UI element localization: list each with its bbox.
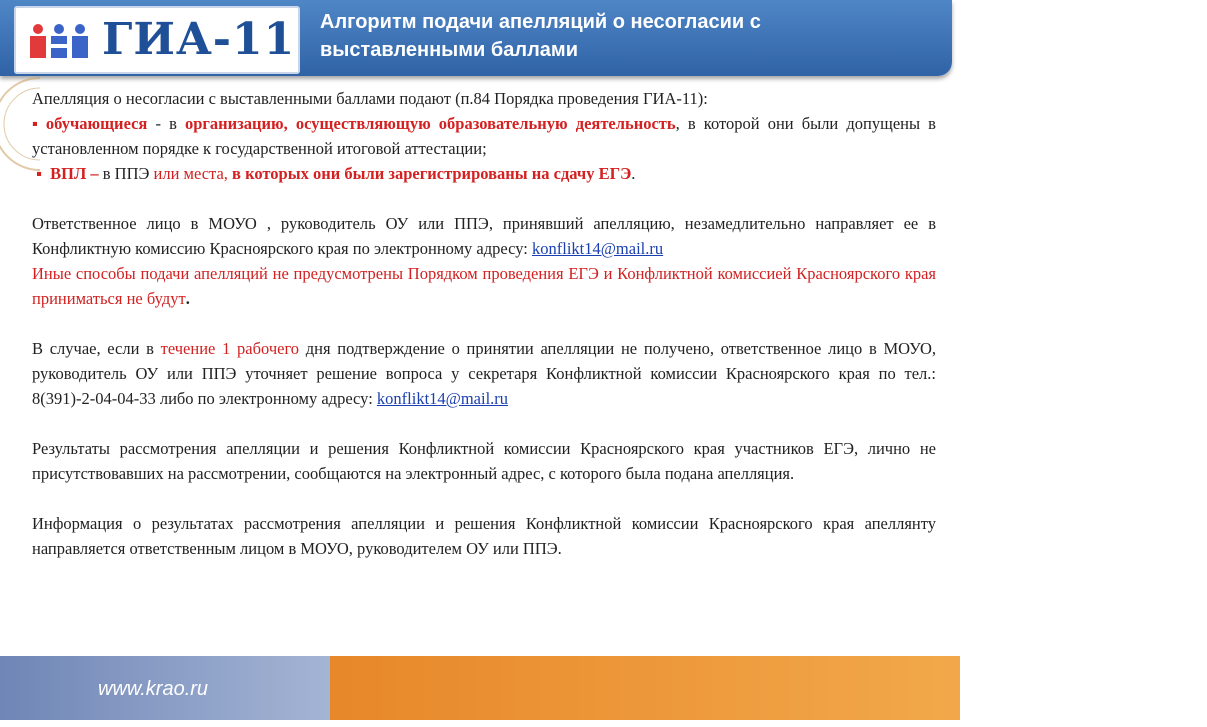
page-title: Алгоритм подачи апелляций о несогласии с выставленными баллами bbox=[320, 11, 761, 61]
bullet-icon: ▪ bbox=[32, 114, 42, 133]
bullet-vpl-where: в которых они были зарегистрированы на сдачу ЕГЭ bbox=[232, 164, 632, 183]
bullet-vpl-or: или места, bbox=[153, 164, 233, 183]
confirmation-deadline: течение 1 рабочего bbox=[160, 339, 300, 358]
results-paragraph bbox=[32, 436, 936, 486]
bullet-vpl bbox=[32, 161, 936, 186]
email-link[interactable]: konflikt14@mail.ru bbox=[376, 389, 509, 408]
submission-paragraph bbox=[32, 211, 936, 261]
footer-left-panel bbox=[0, 656, 330, 720]
bullet-students-dash: - в bbox=[147, 114, 185, 133]
bullet-students bbox=[32, 111, 936, 161]
warning-paragraph bbox=[32, 261, 936, 311]
slide-header bbox=[0, 0, 960, 80]
myshared-icon bbox=[1098, 668, 1126, 696]
logo-text: ГИА-11 bbox=[102, 14, 296, 65]
myshared-watermark bbox=[1098, 668, 1207, 727]
slide-footer bbox=[0, 656, 1207, 726]
people-logo-icon bbox=[26, 22, 92, 62]
site-url: www.krao.ru bbox=[98, 678, 209, 700]
main-content bbox=[32, 86, 936, 561]
results-text: Результаты рассмотрения апелляции и решения Конфликтной комиссии Красноярского края участников ЕГЭ, лично не присутствовавших на рассмотрении, сообщаются на электронный адрес, с которого была подана апелляция. bbox=[32, 439, 936, 483]
bullet-vpl-who: ВПЛ – bbox=[50, 164, 103, 183]
bullet-vpl-in: в ППЭ bbox=[102, 164, 154, 183]
bullet-students-rest: , в которой они были допущены в установленном порядке к государственной итоговой аттестации; bbox=[32, 114, 936, 158]
info-text: Информация о результатах рассмотрения апелляции и решения Конфликтной комиссии Красноярского края апеллянту направляется ответственным лицом в МОУО, руководителем ОУ или ППЭ. bbox=[32, 514, 936, 558]
footer-right-panel bbox=[330, 656, 1207, 726]
watermark-text: MyShared bbox=[1098, 699, 1207, 726]
confirmation-paragraph bbox=[32, 336, 936, 411]
confirmation-start: В случае, если в bbox=[32, 339, 161, 358]
bullet-students-where: организацию, осуществляющую образовательную деятельность bbox=[184, 114, 676, 133]
bullet-vpl-end: . bbox=[631, 164, 636, 183]
bullet-icon: ▪ bbox=[32, 164, 47, 183]
info-paragraph bbox=[32, 511, 936, 561]
warning-text: Иные способы подачи апелляций не предусмотрены Порядком проведения ЕГЭ и Конфликтной комиссией Красноярского края приниматься не будут bbox=[32, 264, 936, 308]
warning-end: . bbox=[185, 289, 190, 308]
email-link[interactable]: konflikt14@mail.ru bbox=[531, 239, 664, 258]
gia-logo bbox=[14, 6, 300, 74]
intro-paragraph bbox=[32, 86, 936, 111]
confirmation-rest: дня подтверждение о принятии апелляции не получено, ответственное лицо в МОУО, руководитель ОУ или ППЭ уточняет решение вопроса у секретаря Конфликтной комиссии Красноярского края по тел.: 8(391)-2-04-04-33 либо по электронному адресу: bbox=[32, 339, 937, 408]
bullet-students-who: обучающиеся bbox=[45, 114, 148, 133]
intro-text: Апелляция о несогласии с выставленными баллами подают (п.84 Порядка проведения ГИА-11): bbox=[32, 89, 708, 108]
submission-text: Ответственное лицо в МОУО , руководитель ОУ или ППЭ, принявший апелляцию, незамедлительно направляет ее в Конфликтную комиссию Красноярского края по электронному адресу: bbox=[32, 214, 936, 258]
